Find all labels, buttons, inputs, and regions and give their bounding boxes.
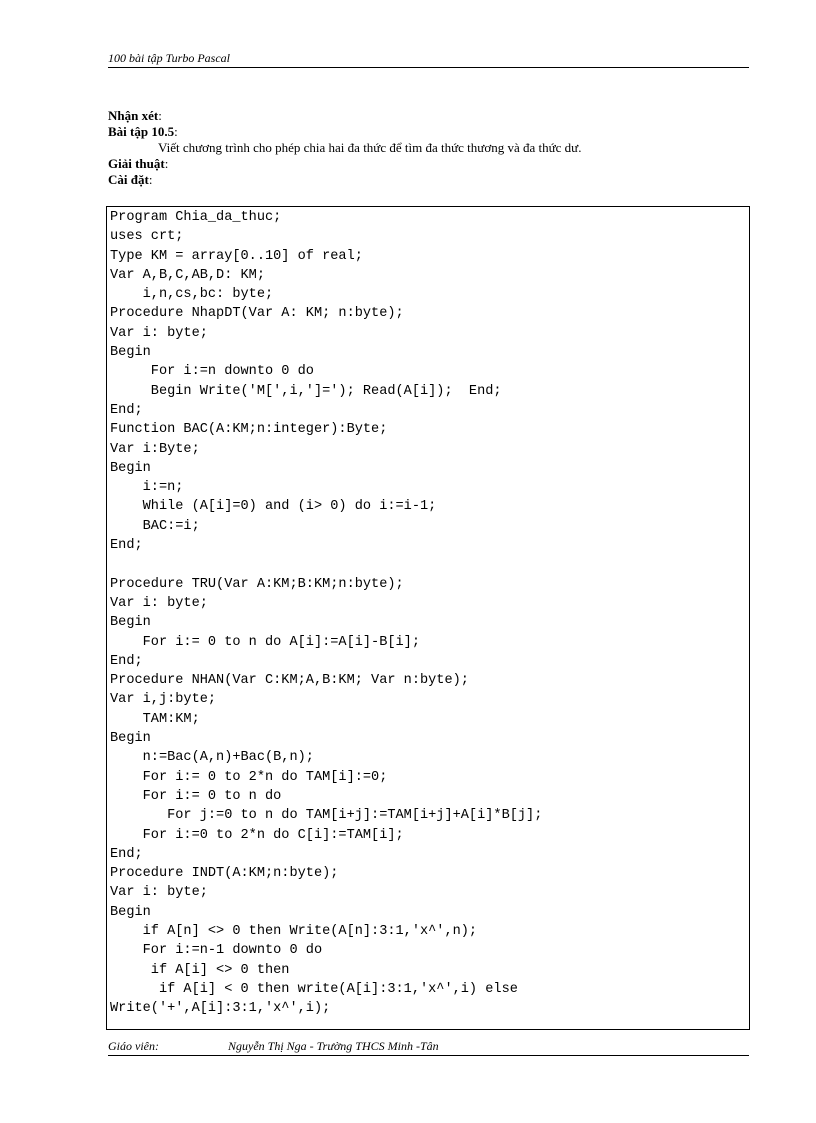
header-title: 100 bài tập Turbo Pascal bbox=[108, 51, 231, 65]
code-line: Var i,j:byte; bbox=[110, 692, 217, 708]
install-line bbox=[108, 172, 758, 188]
page-footer bbox=[108, 1038, 749, 1056]
code-line: End; bbox=[110, 653, 143, 669]
remark-line bbox=[108, 108, 758, 124]
code-line: Begin bbox=[110, 460, 151, 476]
code-line: Begin bbox=[110, 615, 151, 631]
exercise-label: Bài tập 10.5 bbox=[108, 124, 175, 139]
code-line: For i:=n downto 0 do bbox=[110, 364, 314, 380]
code-line: uses crt; bbox=[110, 229, 184, 245]
code-line: n:=Bac(A,n)+Bac(B,n); bbox=[110, 750, 314, 766]
code-line: Procedure NHAN(Var C:KM;A,B:KM; Var n:byte); bbox=[110, 673, 469, 689]
code-line: For j:=0 to n do TAM[i+j]:=TAM[i+j]+A[i]*B[j]; bbox=[110, 808, 543, 824]
code-line: Var i: byte; bbox=[110, 885, 208, 901]
code-line: For i:= 0 to 2*n do TAM[i]:=0; bbox=[110, 769, 388, 785]
code-line: i:=n; bbox=[110, 480, 184, 496]
exercise-intro bbox=[108, 108, 758, 188]
code-line: End; bbox=[110, 402, 143, 418]
remark-colon: : bbox=[158, 108, 162, 123]
code-line: if A[i] <> 0 then bbox=[110, 962, 290, 978]
code-line: if A[i] < 0 then write(A[i]:3:1,'x^',i) else bbox=[110, 981, 518, 997]
code-line: Procedure TRU(Var A:KM;B:KM;n:byte); bbox=[110, 576, 404, 592]
code-line: Program Chia_da_thuc; bbox=[110, 210, 282, 225]
algorithm-colon: : bbox=[164, 156, 169, 171]
code-line: End; bbox=[110, 846, 143, 862]
algorithm-label: Giải thuật bbox=[108, 156, 165, 171]
code-line: For i:= 0 to n do bbox=[110, 788, 282, 804]
code-line: For i:= 0 to n do A[i]:=A[i]-B[i]; bbox=[110, 634, 420, 650]
code-line: End; bbox=[110, 538, 143, 554]
remark-label: Nhận xét bbox=[108, 108, 159, 123]
code-line: Var i: byte; bbox=[110, 595, 208, 611]
code-listing bbox=[106, 206, 750, 1030]
code-line: For i:=n-1 downto 0 do bbox=[110, 943, 323, 959]
code-line: Procedure NhapDT(Var A: KM; n:byte); bbox=[110, 306, 404, 322]
code-line: Begin Write('M[',i,']='); Read(A[i]); End; bbox=[110, 383, 502, 399]
footer-label: Giáo viên: bbox=[108, 1039, 159, 1053]
code-line: TAM:KM; bbox=[110, 711, 200, 727]
footer-author: Nguyễn Thị Nga - Trường THCS Minh -Tân bbox=[228, 1039, 439, 1053]
install-label: Cài đặt bbox=[108, 172, 149, 187]
code-line: Procedure INDT(A:KM;n:byte); bbox=[110, 866, 339, 882]
code-line: BAC:=i; bbox=[110, 518, 200, 534]
code-line: Var i:Byte; bbox=[110, 441, 200, 457]
code-line: For i:=0 to 2*n do C[i]:=TAM[i]; bbox=[110, 827, 404, 843]
code-line: Var A,B,C,AB,D: KM; bbox=[110, 267, 265, 283]
code-line: if A[n] <> 0 then Write(A[n]:3:1,'x^',n); bbox=[110, 923, 478, 939]
page-header bbox=[108, 50, 749, 68]
code-line: i,n,cs,bc: byte; bbox=[110, 287, 274, 303]
exercise-text: Viết chương trình cho phép chia hai đa thức để tìm đa thức thương và đa thức dư. bbox=[158, 140, 582, 155]
code-line: Write('+',A[i]:3:1,'x^',i); bbox=[110, 1001, 331, 1017]
code-line: Function BAC(A:KM;n:integer):Byte; bbox=[110, 422, 388, 438]
code-line: Var i: byte; bbox=[110, 325, 208, 341]
code-line: Begin bbox=[110, 731, 151, 747]
algorithm-line bbox=[108, 156, 758, 172]
code-line: Type KM = array[0..10] of real; bbox=[110, 248, 363, 264]
code-line: While (A[i]=0) and (i> 0) do i:=i-1; bbox=[110, 499, 437, 515]
code-line bbox=[110, 555, 749, 574]
install-colon: : bbox=[148, 172, 153, 187]
exercise-heading bbox=[108, 124, 758, 140]
code-line: Begin bbox=[110, 904, 151, 920]
code-line: Begin bbox=[110, 345, 151, 361]
exercise-colon: : bbox=[174, 124, 178, 139]
